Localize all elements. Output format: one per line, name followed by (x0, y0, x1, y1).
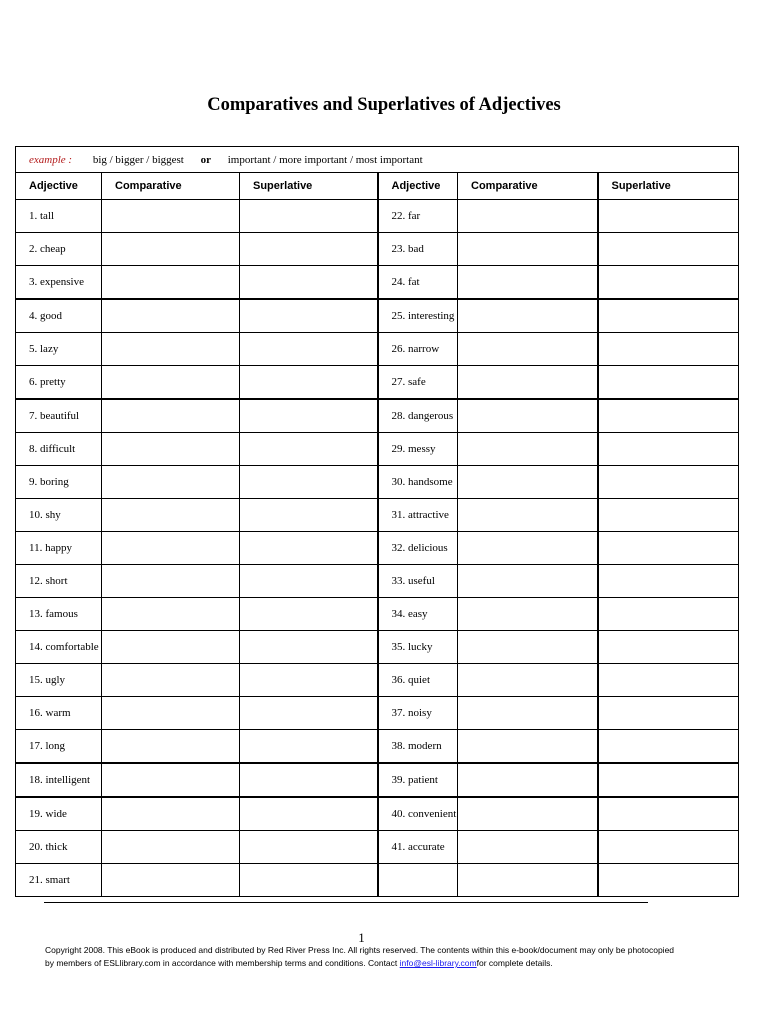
superlative-answer-cell[interactable] (598, 864, 739, 897)
adjective-cell: 12. short (16, 565, 102, 598)
adjective-cell: 26. narrow (378, 333, 458, 366)
table-row (16, 864, 739, 897)
superlative-answer-cell[interactable] (240, 366, 378, 400)
header-adjective: Adjective (16, 173, 102, 200)
table-row (16, 299, 739, 333)
adjective-cell: 5. lazy (16, 333, 102, 366)
adjective-cell: 16. warm (16, 697, 102, 730)
adjective-cell: 11. happy (16, 532, 102, 565)
worksheet-title: Comparatives and Superlatives of Adjectives (207, 95, 561, 115)
comparative-answer-cell[interactable] (458, 333, 598, 366)
comparative-answer-cell[interactable] (458, 697, 598, 730)
comparative-answer-cell[interactable] (458, 466, 598, 499)
copyright-notice (45, 944, 685, 970)
page-number: 1 (358, 930, 365, 945)
superlative-answer-cell[interactable] (598, 299, 739, 333)
table-row (16, 466, 739, 499)
comparative-answer-cell[interactable] (458, 532, 598, 565)
adjective-cell: 21. smart (16, 864, 102, 897)
table-row (16, 697, 739, 730)
superlative-answer-cell[interactable] (240, 532, 378, 565)
superlative-answer-cell[interactable] (598, 200, 739, 233)
comparative-answer-cell[interactable] (458, 499, 598, 532)
table-row (16, 266, 739, 300)
comparative-answer-cell[interactable] (102, 831, 240, 864)
superlative-answer-cell[interactable] (598, 266, 739, 300)
adjective-cell: 15. ugly (16, 664, 102, 697)
header-comparative-2: Comparative (458, 173, 598, 200)
superlative-answer-cell[interactable] (240, 466, 378, 499)
adjective-cell: 28. dangerous (378, 399, 458, 433)
adjective-cell: 34. easy (378, 598, 458, 631)
superlative-answer-cell[interactable] (598, 631, 739, 664)
table-row (16, 499, 739, 532)
adjective-cell: 25. interesting (378, 299, 458, 333)
comparative-answer-cell[interactable] (102, 333, 240, 366)
superlative-answer-cell[interactable] (240, 266, 378, 300)
adjective-cell: 37. noisy (378, 697, 458, 730)
superlative-answer-cell[interactable] (240, 200, 378, 233)
table-row (16, 233, 739, 266)
example-row (16, 147, 739, 173)
comparative-answer-cell[interactable] (102, 797, 240, 831)
header-adjective-2: Adjective (378, 173, 458, 200)
table-row (16, 433, 739, 466)
adjective-cell: 40. convenient (378, 797, 458, 831)
superlative-answer-cell[interactable] (598, 333, 739, 366)
copyright-tail: for complete details. (476, 958, 553, 968)
comparative-answer-cell[interactable] (458, 598, 598, 631)
adjective-cell: 3. expensive (16, 266, 102, 300)
superlative-answer-cell[interactable] (240, 797, 378, 831)
contact-email-link[interactable]: info@esl-library.com (399, 958, 477, 968)
adjective-cell: 14. comfortable (16, 631, 102, 664)
example-or: or (200, 153, 211, 166)
superlative-answer-cell[interactable] (598, 831, 739, 864)
superlative-answer-cell[interactable] (240, 433, 378, 466)
header-comparative: Comparative (102, 173, 240, 200)
comparative-answer-cell[interactable] (102, 598, 240, 631)
superlative-answer-cell[interactable] (598, 399, 739, 433)
table-row (16, 763, 739, 797)
superlative-answer-cell[interactable] (598, 532, 739, 565)
header-row (16, 173, 739, 200)
superlative-answer-cell[interactable] (598, 664, 739, 697)
adjective-cell: 8. difficult (16, 433, 102, 466)
superlative-answer-cell[interactable] (240, 565, 378, 598)
adjective-cell: 29. messy (378, 433, 458, 466)
comparative-answer-cell[interactable] (102, 697, 240, 730)
comparative-answer-cell[interactable] (102, 299, 240, 333)
superlative-answer-cell[interactable] (598, 598, 739, 631)
adjective-cell: 35. lucky (378, 631, 458, 664)
adjective-cell: 23. bad (378, 233, 458, 266)
example-label: example : (29, 153, 73, 166)
adjective-table (15, 146, 739, 897)
superlative-answer-cell[interactable] (598, 499, 739, 532)
superlative-answer-cell[interactable] (240, 399, 378, 433)
superlative-answer-cell[interactable] (240, 697, 378, 730)
adjective-cell: 38. modern (378, 730, 458, 764)
comparative-answer-cell[interactable] (458, 831, 598, 864)
comparative-answer-cell[interactable] (102, 730, 240, 764)
table-row (16, 797, 739, 831)
adjective-cell: 1. tall (16, 200, 102, 233)
superlative-answer-cell[interactable] (598, 697, 739, 730)
adjective-cell: 9. boring (16, 466, 102, 499)
comparative-answer-cell[interactable] (102, 532, 240, 565)
adjective-cell: 32. delicious (378, 532, 458, 565)
comparative-answer-cell[interactable] (102, 266, 240, 300)
adjective-cell: 24. fat (378, 266, 458, 300)
header-superlative-2: Superlative (598, 173, 739, 200)
superlative-answer-cell[interactable] (598, 433, 739, 466)
superlative-answer-cell[interactable] (240, 631, 378, 664)
adjective-cell: 18. intelligent (16, 763, 102, 797)
adjective-cell: 27. safe (378, 366, 458, 400)
superlative-answer-cell[interactable] (598, 797, 739, 831)
copyright-text: Copyright 2008. This eBook is produced and distributed by Red River Press Inc. All rights reserved. The contents within this e-book/document may only be photocopied by members of ESLlibrary.com in accordance with membership terms and conditions. Contact (45, 945, 675, 968)
superlative-answer-cell[interactable] (240, 730, 378, 764)
comparative-answer-cell[interactable] (458, 797, 598, 831)
comparative-answer-cell[interactable] (102, 366, 240, 400)
footer-rule (44, 902, 648, 903)
adjective-cell: 13. famous (16, 598, 102, 631)
superlative-answer-cell[interactable] (240, 333, 378, 366)
comparative-answer-cell[interactable] (458, 366, 598, 400)
adjective-cell: 7. beautiful (16, 399, 102, 433)
table-row (16, 664, 739, 697)
table-row (16, 631, 739, 664)
superlative-answer-cell[interactable] (240, 831, 378, 864)
comparative-answer-cell[interactable] (102, 200, 240, 233)
comparative-answer-cell[interactable] (102, 433, 240, 466)
comparative-answer-cell[interactable] (102, 565, 240, 598)
adjective-cell: 17. long (16, 730, 102, 764)
superlative-answer-cell[interactable] (598, 466, 739, 499)
adjective-cell: 6. pretty (16, 366, 102, 400)
comparative-answer-cell[interactable] (458, 233, 598, 266)
comparative-answer-cell[interactable] (458, 763, 598, 797)
superlative-answer-cell[interactable] (598, 565, 739, 598)
comparative-answer-cell[interactable] (458, 299, 598, 333)
adjective-cell: 20. thick (16, 831, 102, 864)
superlative-answer-cell[interactable] (240, 664, 378, 697)
superlative-answer-cell[interactable] (240, 598, 378, 631)
comparative-answer-cell[interactable] (458, 664, 598, 697)
adjective-cell: 2. cheap (16, 233, 102, 266)
adjective-cell: 36. quiet (378, 664, 458, 697)
comparative-answer-cell[interactable] (458, 266, 598, 300)
comparative-answer-cell[interactable] (102, 399, 240, 433)
superlative-answer-cell[interactable] (598, 366, 739, 400)
comparative-answer-cell[interactable] (458, 433, 598, 466)
table-row (16, 730, 739, 764)
table-row (16, 200, 739, 233)
adjective-cell: 10. shy (16, 499, 102, 532)
table-row (16, 399, 739, 433)
comparative-answer-cell[interactable] (102, 631, 240, 664)
comparative-answer-cell[interactable] (458, 730, 598, 764)
table-row (16, 532, 739, 565)
example-form-b: important / more important / most important (227, 153, 423, 166)
adjective-cell (378, 864, 458, 897)
comparative-answer-cell[interactable] (102, 233, 240, 266)
adjective-cell: 4. good (16, 299, 102, 333)
comparative-answer-cell[interactable] (458, 399, 598, 433)
comparative-answer-cell[interactable] (102, 664, 240, 697)
comparative-answer-cell[interactable] (102, 864, 240, 897)
table-row (16, 333, 739, 366)
adjective-cell: 41. accurate (378, 831, 458, 864)
table-row (16, 565, 739, 598)
comparative-answer-cell[interactable] (458, 631, 598, 664)
comparative-answer-cell[interactable] (102, 466, 240, 499)
adjective-cell: 19. wide (16, 797, 102, 831)
comparative-answer-cell[interactable] (458, 200, 598, 233)
table-row (16, 831, 739, 864)
superlative-answer-cell[interactable] (240, 299, 378, 333)
superlative-answer-cell[interactable] (598, 233, 739, 266)
superlative-answer-cell[interactable] (598, 730, 739, 764)
adjective-cell: 33. useful (378, 565, 458, 598)
comparative-answer-cell[interactable] (102, 763, 240, 797)
example-cell (16, 147, 739, 173)
adjective-cell: 30. handsome (378, 466, 458, 499)
table-row (16, 366, 739, 400)
comparative-answer-cell[interactable] (102, 499, 240, 532)
table-row (16, 598, 739, 631)
superlative-answer-cell[interactable] (240, 499, 378, 532)
superlative-answer-cell[interactable] (240, 763, 378, 797)
header-superlative: Superlative (240, 173, 378, 200)
adjective-cell: 31. attractive (378, 499, 458, 532)
example-form-a: big / bigger / biggest (92, 153, 184, 166)
superlative-answer-cell[interactable] (598, 763, 739, 797)
comparative-answer-cell[interactable] (458, 864, 598, 897)
superlative-answer-cell[interactable] (240, 233, 378, 266)
adjective-cell: 39. patient (378, 763, 458, 797)
adjective-cell: 22. far (378, 200, 458, 233)
superlative-answer-cell[interactable] (240, 864, 378, 897)
comparative-answer-cell[interactable] (458, 565, 598, 598)
